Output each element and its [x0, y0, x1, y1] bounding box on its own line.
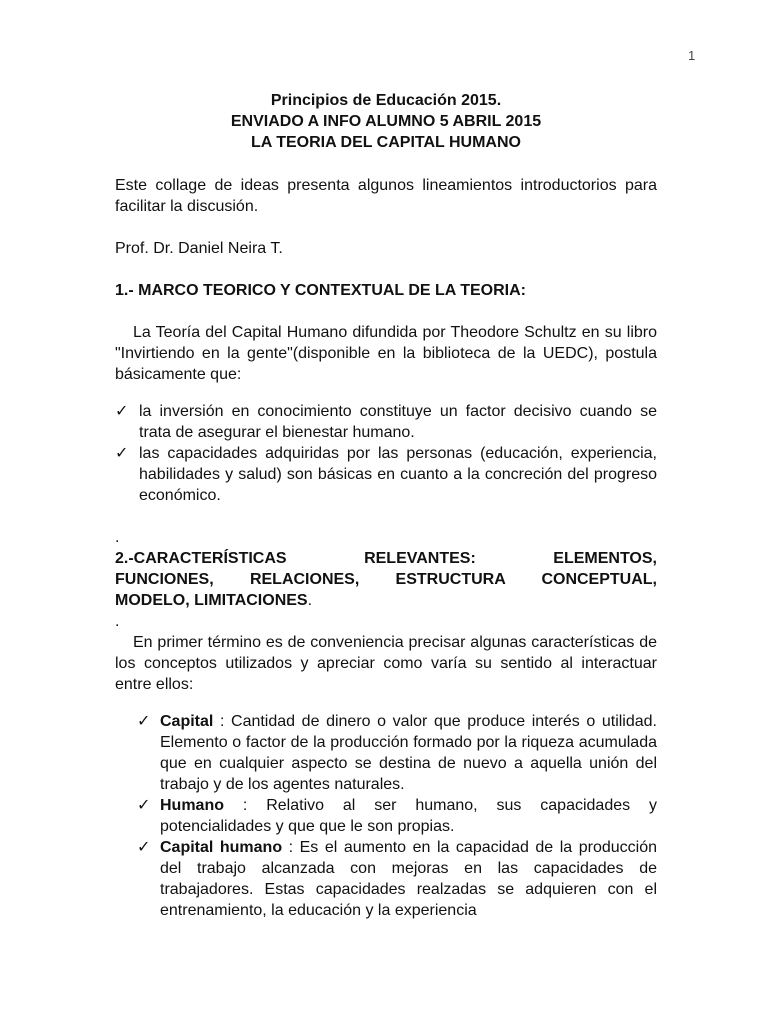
list-item-text: las capacidades adquiridas por las personas (educación, experiencia, habilidades y salud) son básicas en cuanto a la concreción del progreso económico. [139, 445, 657, 504]
section-2-heading-line-2: FUNCIONES, RELACIONES, ESTRUCTURA CONCEPTUAL, [115, 571, 657, 588]
section-1-paragraph: La Teoría del Capital Humano difundida por Theodore Schultz en su libro "Invirtiendo en la gente"(disponible en la biblioteca de la UEDC), postula básicamente que: [115, 324, 657, 383]
definition-text: : Cantidad de dinero o valor que produce interés o utilidad. Elemento o factor de la producción formado por la riqueza acumulada que en cualquier aspecto se destina de nuevo a aquella unión del trabajo y de los agentes naturales. [160, 713, 657, 793]
checkmark-icon: ✓ [115, 403, 129, 420]
section-2-paragraph: En primer término es de conveniencia precisar algunas características de los conceptos utilizados y apreciar como varía su sentido al interactuar entre ellos: [115, 634, 657, 693]
section-2-heading-period: . [307, 592, 313, 609]
definitions-list [137, 711, 657, 921]
definition-term: Humano [160, 797, 224, 814]
author-line: Prof. Dr. Daniel Neira T. [115, 240, 283, 257]
intro-paragraph: Este collage de ideas presenta algunos lineamientos introductorios para facilitar la discusión. [115, 177, 657, 215]
title-sent: ENVIADO A INFO ALUMNO 5 ABRIL 2015 [230, 113, 542, 130]
definition-term: Capital humano [160, 839, 283, 856]
checkmark-icon: ✓ [137, 713, 151, 730]
document-body [115, 90, 657, 921]
definition-text: : Relativo al ser humano, sus capacidades y potencialidades y que que le son propias. [160, 797, 657, 835]
section-1-bullet-list [115, 401, 657, 506]
list-item [137, 795, 657, 837]
checkmark-icon: ✓ [115, 445, 129, 462]
list-item [137, 837, 657, 921]
section-2-heading [115, 548, 657, 611]
section-2-heading-line-1: 2.-CARACTERÍSTICAS RELEVANTES: ELEMENTOS, [115, 550, 657, 567]
list-item-text: la inversión en conocimiento constituye un factor decisivo cuando se trata de asegurar el bienestar humano. [139, 403, 657, 441]
page-number: 1 [688, 48, 696, 63]
definition-term: Capital [160, 713, 214, 730]
definition-text: : Es el aumento en la capacidad de la producción del trabajo alcanzada con mejoras en las capacidades de trabajadores. Estas capacidades realzadas se adquieren con el entrenamiento, la educación y la experiencia [160, 839, 657, 919]
list-item [115, 443, 657, 506]
section-1-heading: 1.- MARCO TEORICO Y CONTEXTUAL DE LA TEORIA: [115, 282, 526, 299]
list-item [115, 401, 657, 443]
title-topic: LA TEORIA DEL CAPITAL HUMANO [251, 134, 521, 151]
separator-dot: . [115, 613, 120, 630]
title-course: Principios de Educación 2015. [270, 92, 502, 109]
checkmark-icon: ✓ [137, 839, 151, 856]
section-2-heading-line-3: MODELO, LIMITACIONES [115, 592, 308, 609]
list-item [137, 711, 657, 795]
separator-dot: . [115, 529, 120, 546]
checkmark-icon: ✓ [137, 797, 151, 814]
title-block [115, 90, 657, 153]
